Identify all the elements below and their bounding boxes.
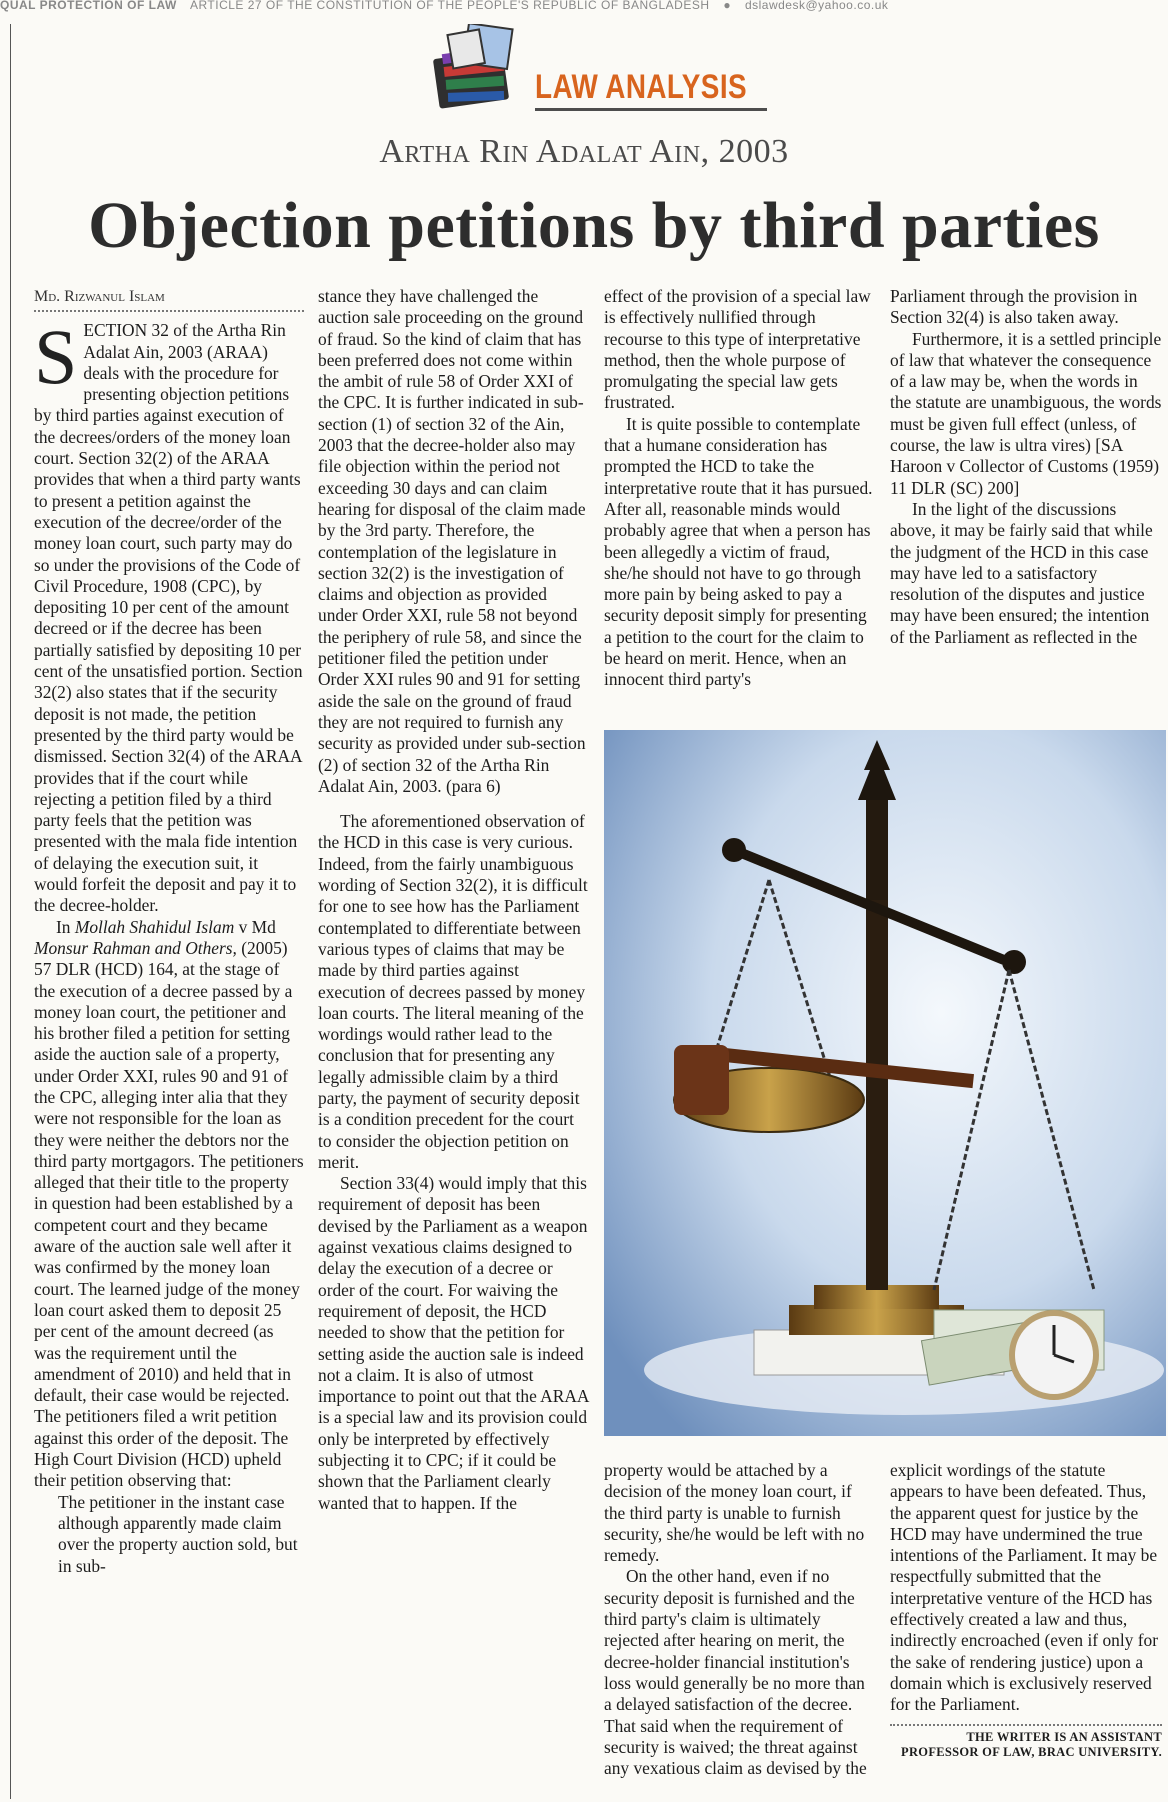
bullet-separator: ● xyxy=(723,0,732,12)
column-4-continued xyxy=(890,1460,1162,1760)
left-column-rule xyxy=(10,24,11,1799)
column-3 xyxy=(604,286,876,691)
column-4 xyxy=(890,286,1162,648)
paragraph: explicit wordings of the statute appears to have been defeated. Thus, the apparent quest for justice by the HCD may have undermined the true intentions of the Parliament. It may be respectfully submitted that the interpretative venture of the HCD has effectively created a law and thus, indirectly encroached (even if only for the sake of rendering justice) upon a domain which is exclusively reserved for the Parliament. xyxy=(890,1460,1158,1715)
kicker: Artha Rin Adalat Ain, 2003 xyxy=(379,133,789,170)
constitution-reference: ARTICLE 27 OF THE CONSTITUTION OF THE PEOPLE'S REPUBLIC OF BANGLADESH xyxy=(189,0,710,12)
case-name: Monsur Rahman and Others, xyxy=(34,937,237,958)
block-quote: stance they have challenged the auction sale proceeding on the ground of fraud. So the kind of claim that has been preferred does not come within the ambit of rule 58 of Order XXI of the CPC. It is further indicated in sub-section (1) of section 32 of the Ain, 2003 that the decree-holder also may file objection within the period not exceeding 30 days and can claim hearing for disposal of the claim made by the 3rd party. Therefore, the contemplation of the legislature in section 32(2) is the investigation of claims and objection as provided under Order XXI, rule 58 not beyond the periphery of rule 58, and since the petitioner filed the petition under Order XXI rules 90 and 91 for setting aside the sale on the ground of fraud they are not required to furnish any security as provided under sub-section (2) of section 32 of the Artha Rin Adalat Ain, 2003. (para 6) xyxy=(318,286,586,796)
headline: Objection petitions by third parties xyxy=(88,189,1100,262)
drop-cap: S xyxy=(34,313,78,401)
contact-email[interactable]: dslawdesk@yahoo.co.uk xyxy=(744,0,889,12)
paragraph: Furthermore, it is a settled principle of law that whatever the consequence of a law may be, when the words in the statute are unambiguous, the words must be given full effect (unless, of course, the law is ultra vires) [SA Haroon v Collector of Customs (1959) 11 DLR (SC) 200] xyxy=(890,328,1162,498)
paragraph: Parliament through the provision in Section 32(4) is also taken away. xyxy=(890,286,1138,328)
paragraph: effect of the provision of a special law is effectively nullified through recourse to this type of interpretative method, then the whole purpose of promulgating the special law gets frustrated. xyxy=(604,286,871,413)
block-quote: The petitioner in the instant case although apparently made claim over the property auction sold, but in sub- xyxy=(58,1491,298,1576)
logo-underline xyxy=(535,108,767,111)
section-logo-label: LAW ANALYSIS xyxy=(535,68,747,106)
scales-of-justice-photo xyxy=(604,730,1166,1436)
column-1 xyxy=(34,286,304,1577)
author-credit: THE WRITER IS AN ASSISTANT PROFESSOR OF LAW, BRAC UNIVERSITY. xyxy=(901,1729,1162,1759)
paragraph: Section 33(4) would imply that this requirement of deposit has been devised by the Parliament as a weapon against vexatious claims designed to delay the execution of a decree or order of the court. For waiving the requirement of deposit, the HCD needed to show that the petition for setting aside the auction sale is indeed not a claim. It is also of utmost importance to point out that the ARAA is a special law and its provision could only be interpreted by effectively subjecting it to CPC; if it could be shown that the Parliament clearly wanted that to happen. If the xyxy=(318,1173,589,1513)
section-title: QUAL PROTECTION OF LAW xyxy=(0,0,177,12)
paragraph: It is quite possible to contemplate that a humane consideration has prompted the HCD to take the interpretative route that it has pursued. After all, reasonable minds would probably agree that when a person has been allegedly a victim of fraud, she/he should not have to go through more pain by being asked to pay a security deposit simply for presenting a petition to the court for the claim to be heard on merit. Hence, when an innocent third party's xyxy=(604,413,873,690)
paragraph: In Mollah Shahidul Islam v Md Monsur Rahman and Others, (2005) 57 DLR (HCD) 164, at the stage of the execution of a decree passed by a money loan court, the petitioner and his brother filed a petition for setting aside the auction sale of a property, under Order XXI, rules 90 and 91 of the CPC, alleging inter alia that they were not responsible for the loan as they were neither the debtors nor the third party mortgagors. The petitioners alleged that their title to the property in question had been established by a competent court and they became aware of the auction sale well after it was confirmed by the money loan court. The learned judge of the money loan court asked them to deposit 25 per cent of the amount decreed (as was the requirement until the amendment of 2010) and held that in default, their case would be rejected. The petitioners filed a writ petition against this order of the deposit. The High Court Division (HCD) upheld their petition observing that: xyxy=(34,916,304,1491)
case-name: Mollah Shahidul Islam xyxy=(74,916,235,937)
column-3-continued xyxy=(604,1460,876,1779)
paragraph: The aforementioned observation of the HCD in this case is very curious. Indeed, from the fairly unambiguous wording of Section 32(2), it is difficult for one to see how has the Parliament contemplated to differentiate between various types of claims that may be made by third parties against execution of decrees passed by money loan courts. The literal meaning of the wordings would rather lead to the conclusion that for presenting any legally admissible claim by a third party, the payment of security deposit is a condition precedent for the court to consider the objection petition on merit. xyxy=(318,811,588,1172)
column-2 xyxy=(318,286,590,1514)
paragraph: property would be attached by a decision of the money loan court, if the third party is unable to furnish security, she/he would be left with no remedy. xyxy=(604,1460,865,1566)
byline: Md. Rizwanul Islam xyxy=(34,286,304,312)
paragraph: On the other hand, even if no security deposit is furnished and the third party's claim is ultimately rejected after hearing on merit, the decree-holder financial institution's loss would generally be no more than a delayed satisfaction of the decree. That said when the requirement of security is waived; the threat against any vexatious claim as devised by the xyxy=(604,1566,867,1779)
paragraph: In the light of the discussions above, it may be fairly said that while the judgment of the HCD in this case may have led to a satisfactory resolution of the disputes and justice may have been ensured; the intention of the Parliament as reflected in the xyxy=(890,498,1153,647)
header-strip xyxy=(0,0,1168,12)
paragraph: SECTION 32 of the Artha Rin Adalat Ain, 2003 (ARAA) deals with the procedure for presenting objection petitions by third parties against execution of the decrees/orders of the money loan court. Section 32(2) of the ARAA provides that when a third party wants to present a petition against the execution of the decree/order of the money loan court, such party may do so under the provisions of the Code of Civil Procedure, 1908 (CPC), by depositing 10 per cent of the amount decreed or if the decree has been partially satisfied by depositing 10 per cent of the unsatisfied portion. Section 32(2) also states that if the security deposit is not made, the petition presented by the third party would be dismissed. Section 32(4) of the ARAA provides that if the court while rejecting a petition filed by a third party feels that the petition was presented with the mala fide intention of delaying the execution suit, it would forfeit the deposit and pay it to the decree-holder. xyxy=(34,313,303,916)
